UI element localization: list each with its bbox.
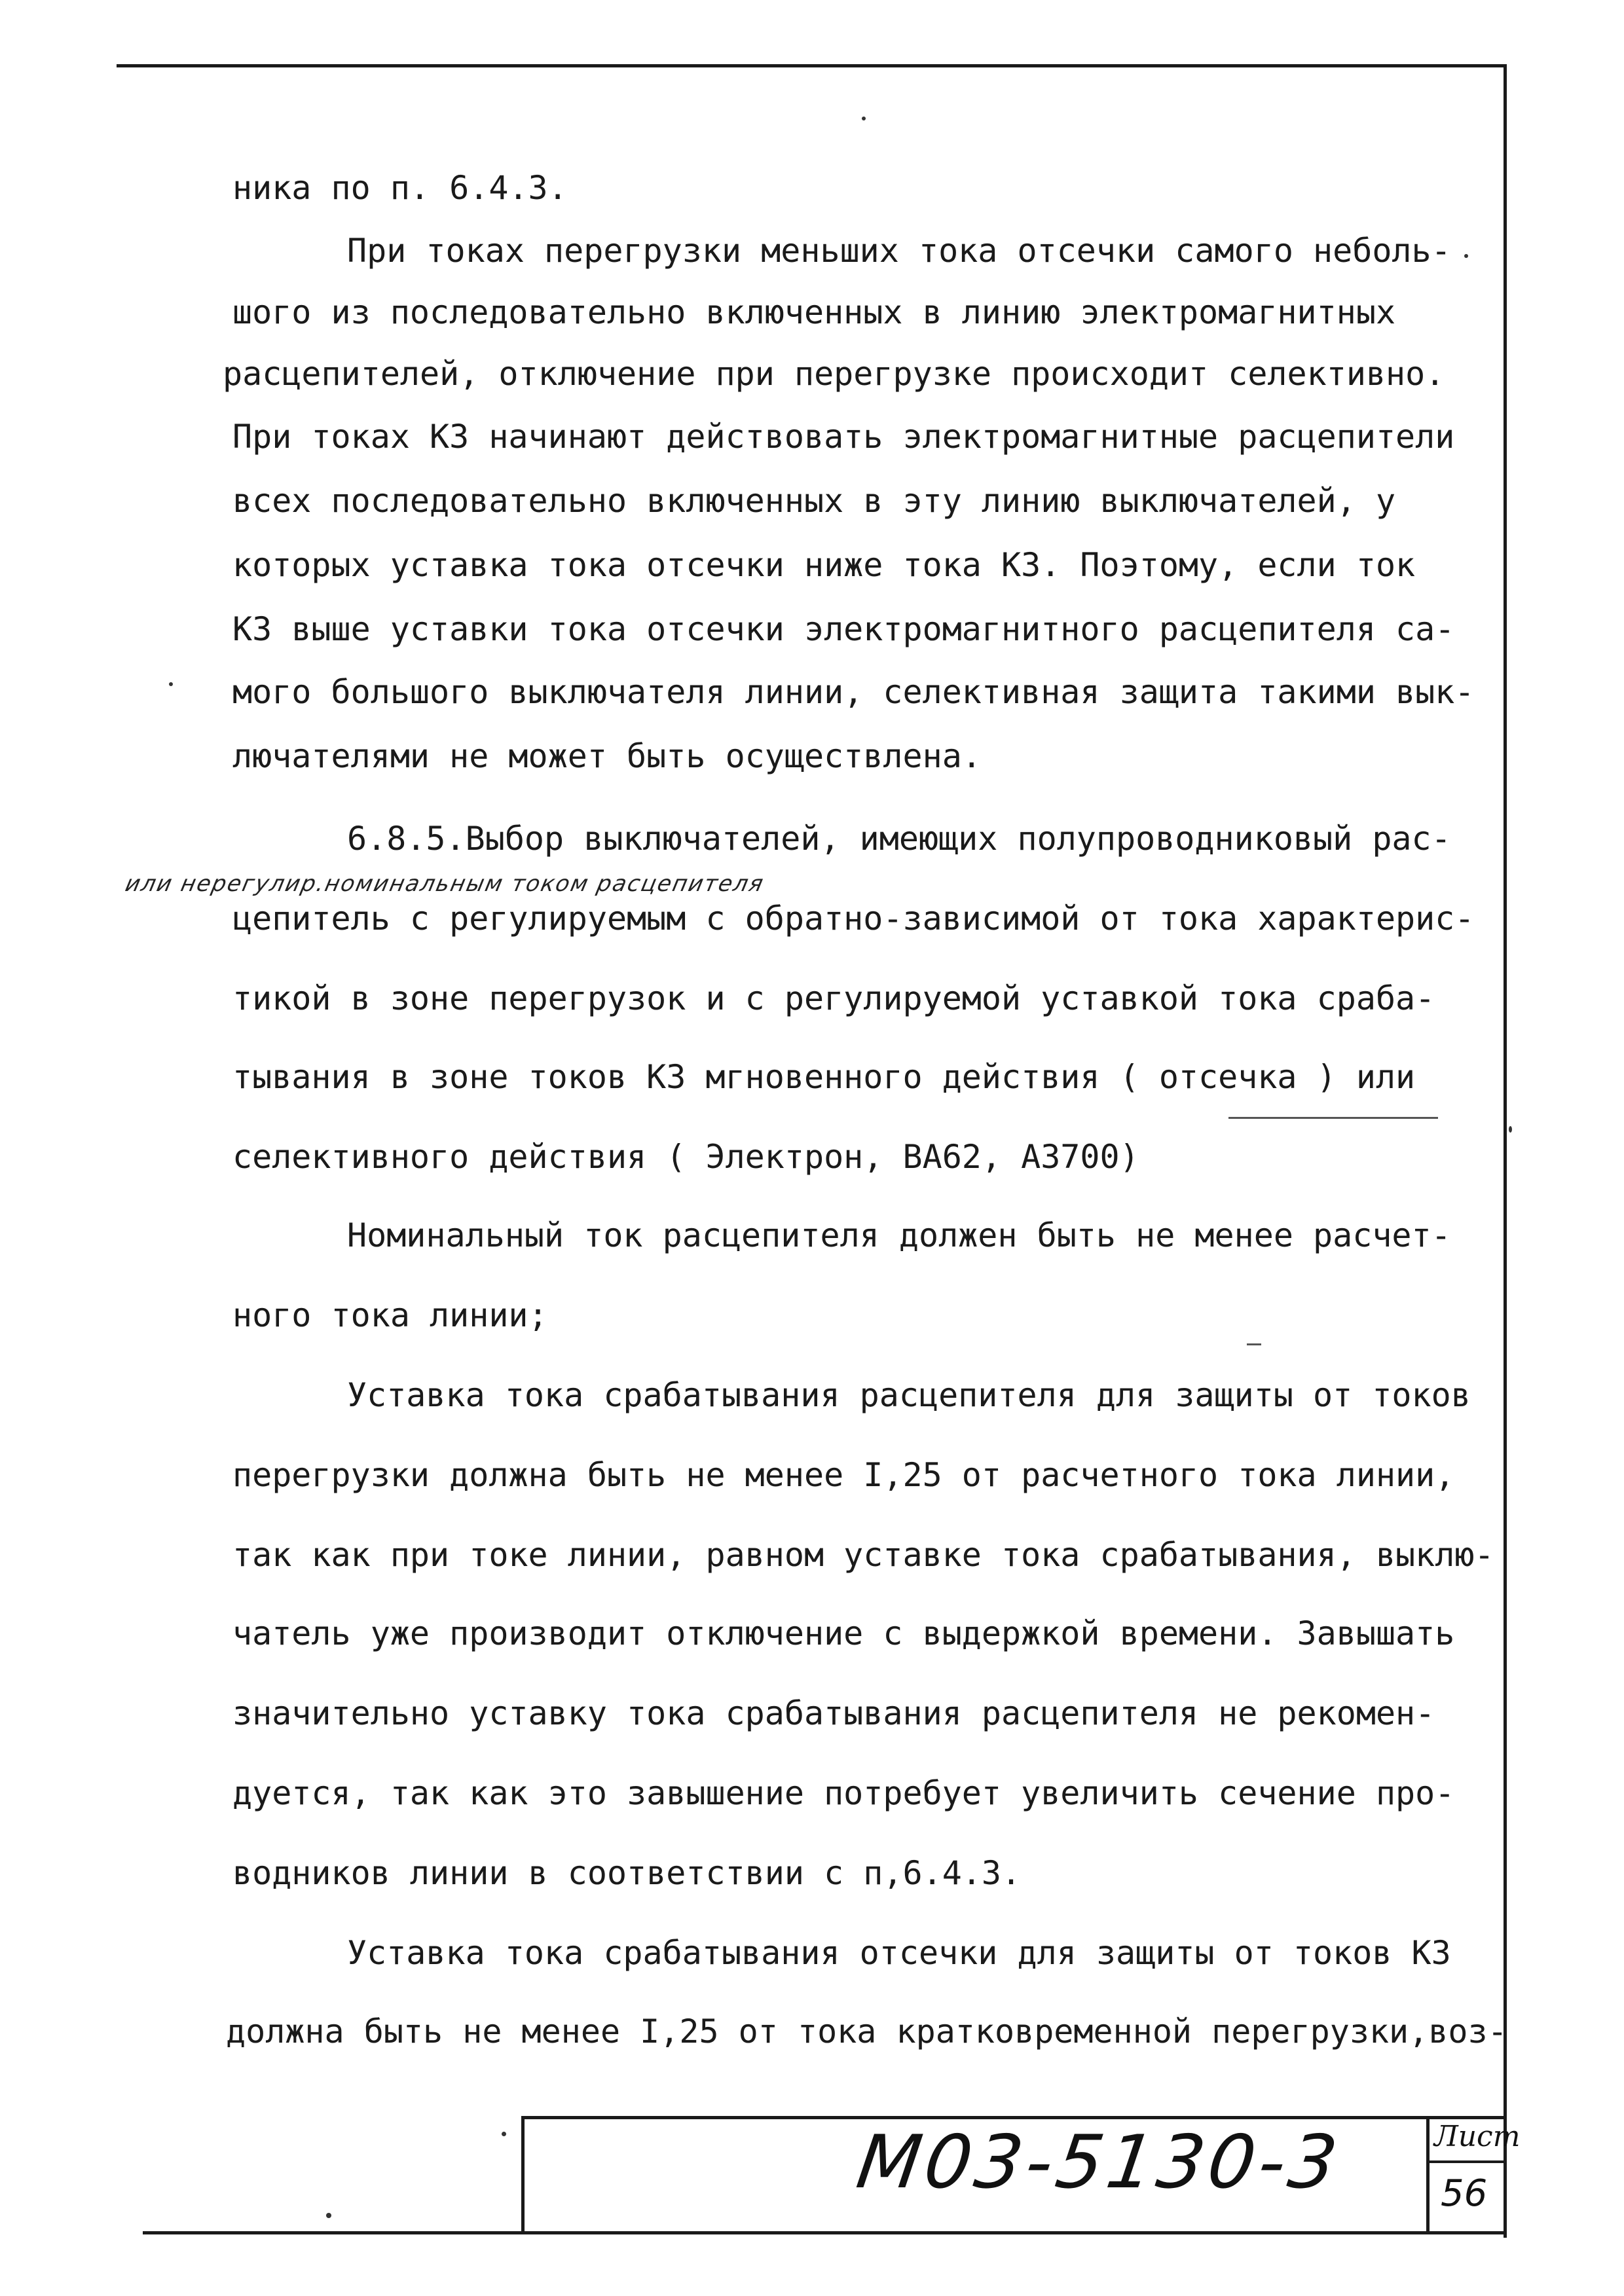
text-line: чатель уже производит отключение с выдержкой времени. Завышать	[232, 1614, 1455, 1652]
text-line: которых уставка тока отсечки ниже тока КЗ. Поэтому, если ток	[232, 546, 1416, 584]
text-line: так как при токе линии, равном уставке тока срабатывания, выклю-	[232, 1536, 1494, 1574]
scan-speck	[169, 682, 173, 686]
text-line: водников линии в соответствии с п,6.4.3.	[232, 1854, 1022, 1892]
scan-speck	[326, 2213, 331, 2218]
text-line: всех последовательно включенных в эту линию выключателей, у	[232, 482, 1396, 520]
text-line: расцепителей, отключение при перегрузке происходит селективно.	[223, 355, 1445, 393]
document-number: М03-5130-3	[851, 2120, 1346, 2205]
text-line: КЗ выше уставки тока отсечки электромагнитного расцепителя са-	[232, 610, 1455, 648]
handwritten-insertion: или нерегулир.номинальным током расцепителя	[122, 871, 767, 897]
sheet-number: 56	[1441, 2172, 1488, 2215]
text-line: мого большого выключателя линии, селективная защита такими вык-	[232, 673, 1475, 711]
sheet-cell-divider	[1428, 2160, 1505, 2163]
text-line: селективного действия ( Электрон, ВА62, А3700)	[232, 1138, 1139, 1176]
scan-dash	[1247, 1343, 1261, 1345]
text-line: должна быть не менее I,25 от тока кратковременной перегрузки,воз-	[226, 2013, 1507, 2050]
frame-bottom-border	[143, 2231, 1507, 2234]
title-block-divider	[1426, 2116, 1430, 2231]
text-line: Номинальный ток расцепителя должен быть не менее расчет-	[347, 1216, 1451, 1254]
text-line: тикой в зоне перегрузок и с регулируемой уставкой тока сраба-	[232, 979, 1435, 1017]
scan-dash	[1228, 1117, 1438, 1119]
scan-speck	[502, 2132, 506, 2136]
text-line: ного тока линии;	[232, 1296, 548, 1334]
text-line: При токах КЗ начинают действовать электромагнитные расцепители	[232, 418, 1455, 456]
text-line: значительно уставку тока срабатывания расцепителя не рекомен-	[232, 1694, 1435, 1732]
text-line: дуется, так как это завышение потребует увеличить сечение про-	[232, 1774, 1455, 1812]
text-line: цепитель с регулируемым с обратно-зависимой от тока характерис-	[232, 900, 1475, 938]
text-line: Уставка тока срабатывания расцепителя для защиты от токов	[347, 1376, 1471, 1414]
frame-top-border	[117, 64, 1506, 67]
sheet-label: Лист	[1434, 2120, 1521, 2153]
text-line: ника по п. 6.4.3.	[232, 169, 568, 207]
text-line: Уставка тока срабатывания отсечки для защиты от токов КЗ	[347, 1934, 1451, 1972]
text-line: лючателями не может быть осуществлена.	[232, 737, 982, 775]
scan-speck	[1509, 1126, 1512, 1133]
frame-right-border	[1504, 64, 1507, 2238]
text-line: шого из последовательно включенных в линию электромагнитных	[232, 293, 1396, 331]
section-heading-line: 6.8.5.Выбор выключателей, имеющих полупроводниковый рас-	[347, 820, 1451, 858]
text-line: При токах перегрузки меньших тока отсечки самого неболь-	[347, 232, 1451, 270]
text-line: перегрузки должна быть не менее I,25 от расчетного тока линии,	[232, 1456, 1455, 1494]
scan-speck	[1464, 254, 1468, 258]
scan-speck	[862, 117, 866, 120]
text-line: тывания в зоне токов КЗ мгновенного действия ( отсечка ) или	[232, 1058, 1416, 1096]
